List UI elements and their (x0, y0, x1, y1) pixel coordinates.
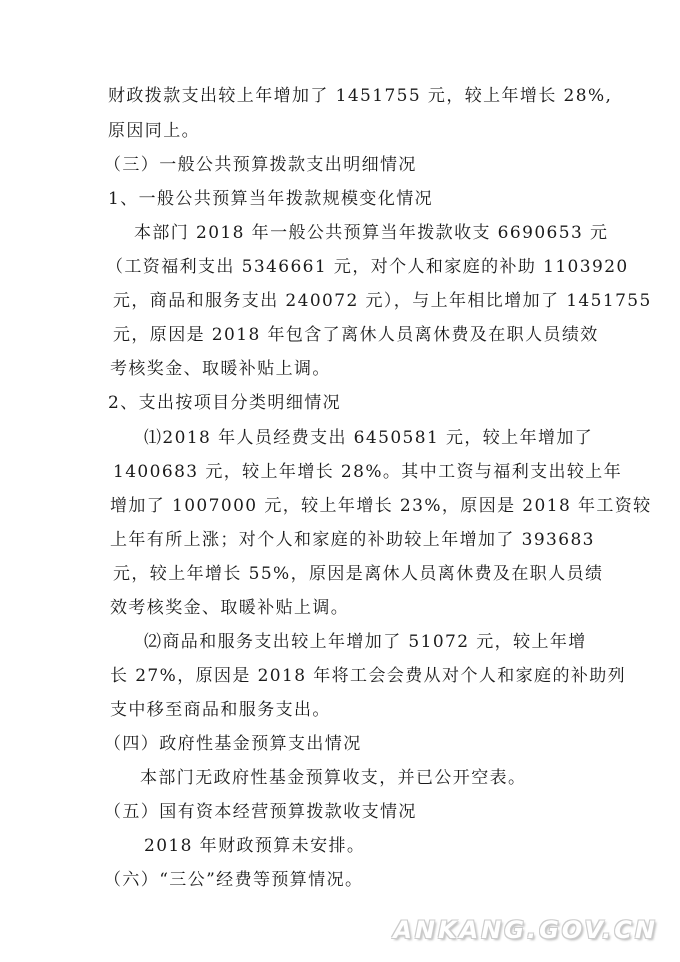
text-line: 本部门 2018 年一般公共预算当年拨款收支 6690653 元 (134, 223, 609, 243)
text-line: 2018 年财政预算未安排。 (144, 836, 366, 856)
text-line: 元，较上年增长 55%，原因是离休人员离休费及在职人员绩 (113, 564, 604, 584)
text-line: 原因同上。 (108, 121, 200, 141)
text-line: 考核奖金、取暖补贴上调。 (110, 359, 331, 379)
section-heading: （三）一般公共预算拨款支出明细情况 (104, 155, 417, 175)
text-line: 效考核奖金、取暖补贴上调。 (110, 598, 350, 618)
text-line: 长 27%，原因是 2018 年将工会会费从对个人和家庭的补助列 (110, 666, 627, 686)
watermark-logo: ANKANG.GOV.CN (393, 916, 658, 944)
section-heading: （六）“三公”经费等预算情况。 (104, 870, 364, 890)
text-line: （工资福利支出 5346661 元，对个人和家庭的补助 1103920 (106, 257, 629, 277)
text-line: ⑴2018 年人员经费支出 6450581 元，较上年增加了 (144, 428, 594, 448)
text-line: ⑵商品和服务支出较上年增加了 51072 元，较上年增 (144, 632, 587, 652)
text-line: 本部门无政府性基金预算收支，并已公开空表。 (140, 768, 527, 788)
section-heading: （四）政府性基金预算支出情况 (104, 734, 362, 754)
text-line: 元，商品和服务支出 240072 元），与上年相比增加了 1451755 (113, 291, 652, 311)
text-line: 元，原因是 2018 年包含了离休人员离休费及在职人员绩效 (113, 325, 599, 345)
text-line: 增加了 1007000 元，较上年增长 23%，原因是 2018 年工资较 (110, 496, 652, 516)
text-line: 1400683 元，较上年增长 28%。其中工资与福利支出较上年 (113, 462, 623, 482)
subsection-heading: 1、一般公共预算当年拨款规模变化情况 (108, 189, 434, 209)
text-line: 上年有所上涨；对个人和家庭的补助较上年增加了 393683 (110, 530, 595, 550)
section-heading: （五）国有资本经营预算拨款收支情况 (104, 802, 417, 822)
text-line: 支中移至商品和服务支出。 (110, 700, 331, 720)
subsection-heading: 2、支出按项目分类明细情况 (108, 393, 342, 413)
text-line: 财政拨款支出较上年增加了 1451755 元，较上年增长 28%, (108, 86, 613, 106)
